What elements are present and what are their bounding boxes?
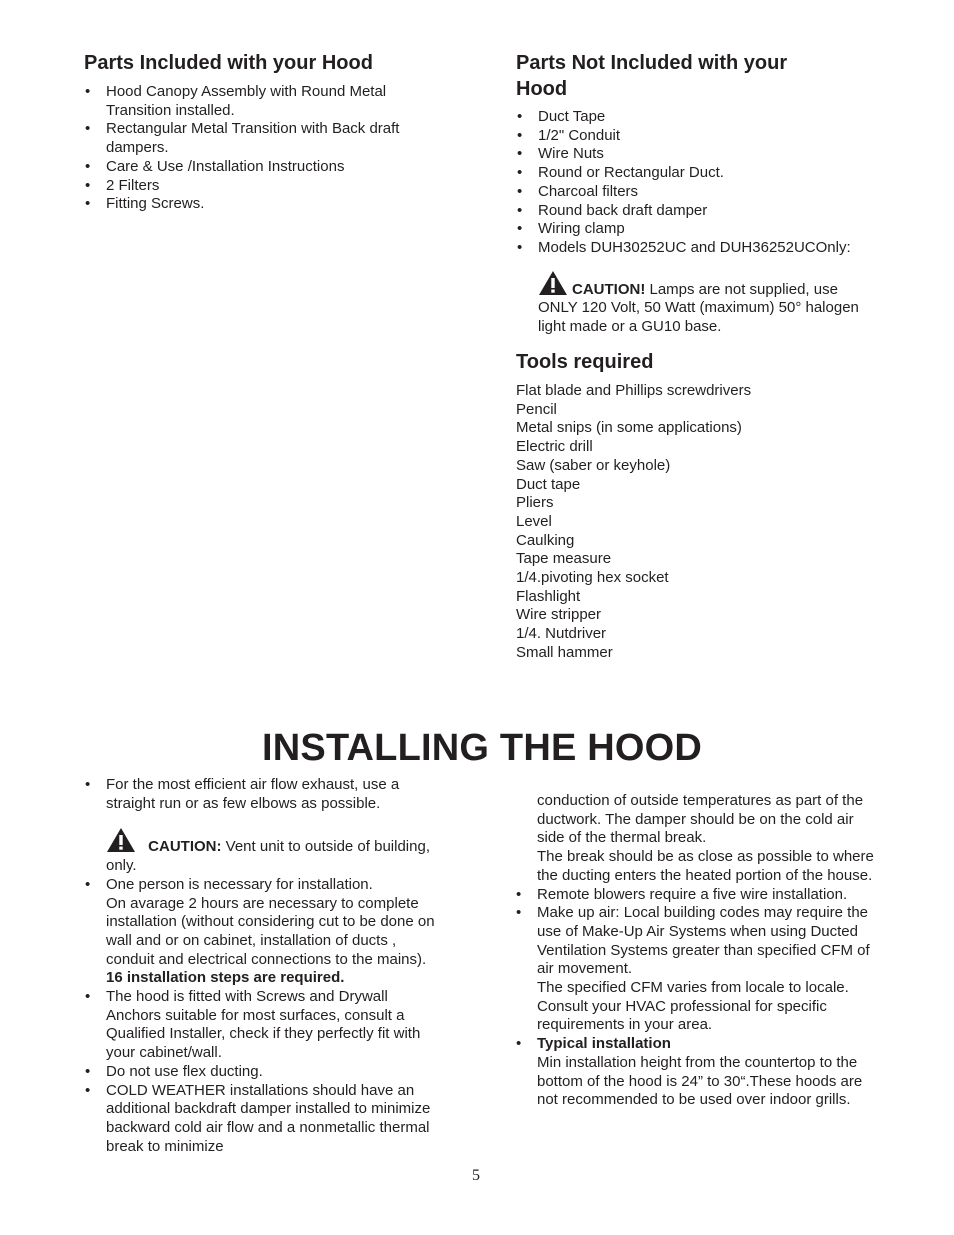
- installing-left-list-2: [84, 876, 444, 1157]
- tool-item: Flat blade and Phillips screwdrivers: [516, 382, 752, 399]
- list-item: • Charcoal filters: [516, 183, 876, 202]
- tool-item: Pencil: [516, 400, 557, 418]
- list-item: • Rectangular Metal Transition with Back draft dampers.: [84, 120, 424, 157]
- list-item: • Models DUH30252UC and DUH36252UCOnly:: [516, 239, 876, 258]
- bullet-text: The specified CFM varies from locale to locale. Consult your HVAC professional for specific requirements in your area.: [537, 979, 849, 1034]
- installing-left-list: [84, 776, 444, 813]
- bullet-text: Min installation height from the countertop to the bottom of the hood is 24” to 30“.These hoods are not recommended to be used over indoor grills.: [537, 1053, 863, 1109]
- caution-label: CAUTION!: [572, 280, 646, 298]
- bullet-text: • One person is necessary for installation.: [106, 875, 373, 893]
- list-item: • Care & Use /Installation Instructions: [84, 158, 424, 177]
- tools-heading: Tools required: [516, 351, 654, 373]
- list-item: • The hood is fitted with Screws and Drywall Anchors suitable for most surfaces, consult a Qualified Installer, check if they perfectly fit with your cabinet/wall.: [84, 988, 444, 1063]
- tool-item: Electric drill: [516, 438, 593, 456]
- list-item: [84, 876, 444, 988]
- installing-right-column: [515, 792, 875, 1110]
- parts-not-included-list: [516, 108, 876, 258]
- list-item: • Remote blowers require a five wire installation.: [515, 886, 875, 905]
- list-item: • COLD WEATHER installations should have an additional backdraft damper installed to minimize backward cold air flow and a nonmetallic thermal break to minimize: [84, 1082, 444, 1157]
- parts-included-heading: Parts Included with your Hood: [84, 52, 373, 74]
- installing-title: INSTALLING THE HOOD: [262, 727, 703, 769]
- list-item: • Round back draft damper: [516, 202, 876, 221]
- tool-item: 1/4. Nutdriver: [516, 625, 607, 643]
- list-item: • Fitting Screws.: [84, 195, 424, 214]
- tools-section: [516, 349, 876, 663]
- bullet-text: 16 installation steps are required.: [106, 969, 345, 987]
- list-item: [515, 904, 875, 1035]
- list-item: • 1/2" Conduit: [516, 127, 876, 146]
- tool-item: Tape measure: [516, 550, 612, 568]
- caution-text: Vent unit to outside of building, only.: [106, 838, 430, 875]
- list-item: • Do not use flex ducting.: [84, 1063, 444, 1082]
- list-item: • Duct Tape: [516, 108, 876, 127]
- list-item: • Hood Canopy Assembly with Round Metal Transition installed.: [84, 83, 424, 120]
- list-item: • Round or Rectangular Duct.: [516, 164, 876, 183]
- tool-item: Flashlight: [516, 587, 581, 605]
- continued-text: [515, 792, 875, 886]
- tool-item: Pliers: [516, 494, 554, 512]
- tool-item: Wire stripper: [516, 606, 602, 624]
- warning-triangle-icon: [106, 827, 136, 853]
- tool-item: Level: [516, 512, 552, 530]
- vent-caution: [84, 827, 444, 875]
- tool-item: Small hammer: [516, 643, 613, 661]
- list-item: • For the most efficient air flow exhaust, use a straight run or as few elbows as possible.: [84, 776, 444, 813]
- parts-included-section: [84, 50, 424, 214]
- list-item: • 2 Filters: [84, 177, 424, 196]
- parts-included-list: [84, 83, 424, 214]
- parts-not-included-section: [516, 50, 876, 337]
- tool-item: Metal snips (in some applications): [516, 419, 742, 437]
- tool-item: Duct tape: [516, 475, 581, 493]
- parts-not-included-heading: Parts Not Included with your Hood: [516, 52, 788, 100]
- bullet-text: On avarage 2 hours are necessary to complete installation (without considering cut to be done on wall and or on cabinet, installation of ducts , conduit and electrical connections to the mains).: [106, 894, 435, 968]
- list-item: • Wire Nuts: [516, 145, 876, 164]
- tools-list: [516, 382, 876, 663]
- tool-item: Caulking: [516, 531, 575, 549]
- caution-label: CAUTION:: [148, 838, 222, 856]
- page-number: 5: [472, 1167, 480, 1184]
- list-item: • Wiring clamp: [516, 220, 876, 239]
- tool-item: 1/4.pivoting hex socket: [516, 569, 669, 587]
- tool-item: Saw (saber or keyhole): [516, 456, 671, 474]
- list-item: [515, 1035, 875, 1110]
- installing-right-list: [515, 886, 875, 1110]
- installing-left-column: [84, 776, 444, 1156]
- lamp-caution: [516, 270, 868, 337]
- bullet-label: • Typical installation: [537, 1035, 671, 1053]
- continued-paragraph: The break should be as close as possible to where the ducting enters the heated portion of the house.: [537, 848, 874, 884]
- continued-paragraph: conduction of outside temperatures as part of the ductwork. The damper should be on the cold air side of the thermal break.: [537, 792, 864, 847]
- bullet-text: • Make up air: Local building codes may require the use of Make-Up Air Systems when using Ducted Ventilation Systems greater than specified CFM of air movement.: [537, 904, 870, 978]
- caution-text: Lamps are not supplied, use ONLY 120 Volt, 50 Watt (maximum) 50° halogen light made or a GU10 base.: [538, 280, 859, 336]
- warning-triangle-icon: [538, 270, 568, 296]
